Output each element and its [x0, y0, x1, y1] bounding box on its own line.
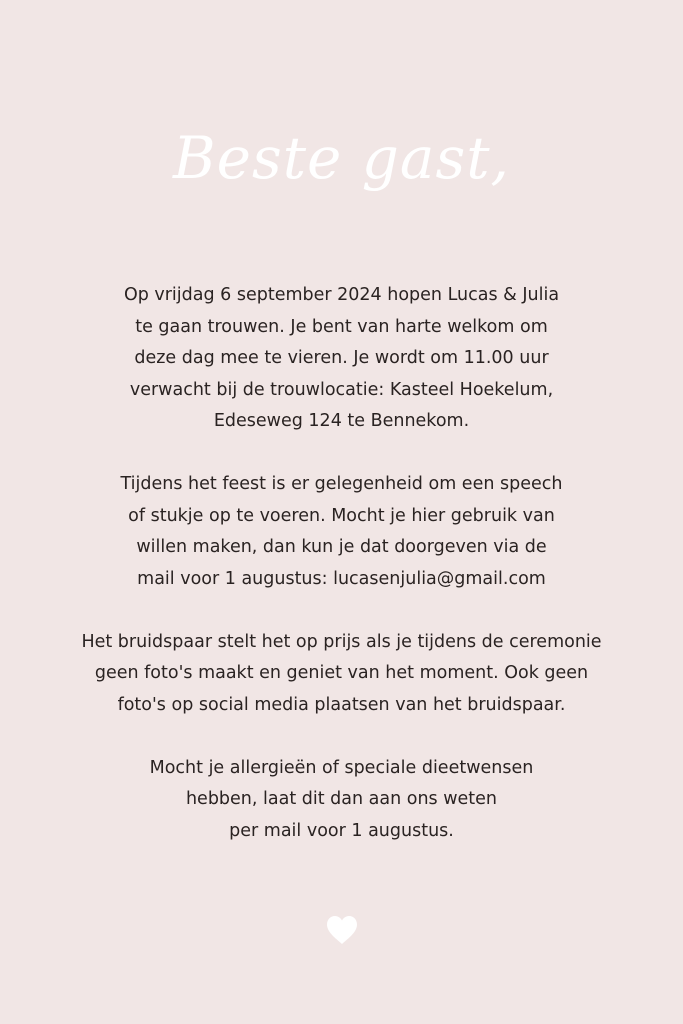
text-line: willen maken, dan kun je dat doorgeven via de: [136, 537, 547, 557]
heart-icon: [325, 913, 359, 947]
paragraph-ceremony: [0, 280, 683, 438]
text-line: foto's op social media plaatsen van het bruidspaar.: [117, 694, 566, 715]
paragraph-speech: [0, 469, 683, 595]
greeting-heading: Beste gast,: [173, 124, 510, 192]
paragraph-dietary: [0, 753, 683, 848]
text-line: deze dag mee te vieren. Je wordt om 11.00 uur: [134, 348, 549, 368]
text-line: hebben, laat dit dan aan ons weten: [185, 789, 498, 809]
text-line: of stukje op te voeren. Mocht je hier gebruik van: [128, 505, 555, 526]
text-line: Het bruidspaar stelt het op prijs als je tijdens de ceremonie: [81, 631, 602, 652]
text-line: verwacht bij de trouwlocatie: Kasteel Hoekelum,: [129, 379, 554, 400]
text-line: Op vrijdag 6 september 2024 hopen Lucas & Julia: [123, 285, 560, 305]
text-line: Edeseweg 124 te Bennekom.: [213, 411, 470, 431]
paragraph-photos: [0, 627, 683, 722]
text-line: mail voor 1 augustus: lucasenjulia@gmail.com: [137, 568, 546, 589]
text-line: per mail voor 1 augustus.: [229, 820, 454, 841]
text-line: Mocht je allergieën of speciale dieetwensen: [149, 757, 534, 778]
text-line: te gaan trouwen. Je bent van harte welkom om: [135, 316, 548, 337]
text-line: geen foto's maakt en geniet van het moment. Ook geen: [94, 663, 589, 683]
text-line: Tijdens het feest is er gelegenheid om een speech: [120, 474, 563, 494]
invitation-body: [0, 280, 683, 879]
